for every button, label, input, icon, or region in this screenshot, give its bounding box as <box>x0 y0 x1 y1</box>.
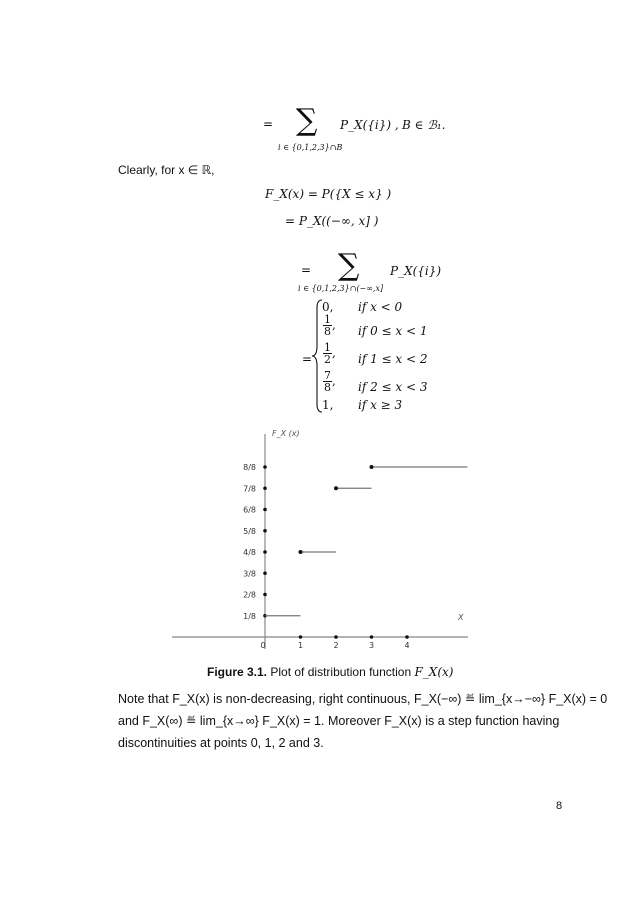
x-tick-label: 3 <box>368 641 375 650</box>
step-point <box>370 465 374 469</box>
y-tick-dot <box>263 508 267 512</box>
step-point <box>299 550 303 554</box>
y-tick-label: 8/8 <box>243 463 256 472</box>
sigma-symbol-2: ∑ <box>338 248 360 283</box>
sigma-symbol: ∑ <box>296 103 318 138</box>
y-tick-label: 2/8 <box>243 590 256 600</box>
piecewise-case-3: $\frac{1}{2}$ , <box>324 341 336 366</box>
figure-caption <box>207 665 453 679</box>
x-tick-label: 0 <box>260 641 266 650</box>
piecewise-case-4: $\frac{7}{8}$ , <box>324 369 336 394</box>
x-tick-dot <box>370 635 374 639</box>
x-tick-label: 4 <box>404 641 410 650</box>
y-tick-label: 3/8 <box>243 569 256 579</box>
page-number: 8 <box>556 800 563 812</box>
piecewise-cond-5: if x ≥ 3 <box>358 398 403 412</box>
step-point <box>334 486 338 490</box>
paragraph-line-1: Note that F_X(x) is non-decreasing, right continuous, F_X(−∞) ≝ lim_{x→−∞} F_X(x) = 0 <box>118 692 608 706</box>
paragraph-line-3: discontinuities at points 0, 1, 2 and 3. <box>118 736 324 750</box>
y-tick-label: 1/8 <box>243 611 256 621</box>
y-tick-dot <box>263 571 267 575</box>
x-tick-label: 1 <box>297 641 304 650</box>
y-axis-label: F_X (x) <box>272 429 300 438</box>
equals-sign-3: = <box>302 352 313 366</box>
piecewise-case-5: 1, <box>322 398 334 412</box>
equals-sign-2: = <box>301 263 312 277</box>
y-tick-dot <box>263 529 267 533</box>
fraction: $\frac{1}{2}$ <box>324 341 331 366</box>
cdf-definition: F_X(x) = P({X ≤ x} ) <box>265 187 392 201</box>
x-tick-dot <box>299 635 303 639</box>
y-tick-label: 7/8 <box>243 484 256 494</box>
sum-subscript: i ∈ {0,1,2,3}∩B <box>278 143 343 152</box>
x-tick-dot <box>405 635 409 639</box>
figure-label: Figure 3.1. <box>207 665 268 679</box>
fraction: $\frac{1}{8}$ <box>324 313 331 338</box>
paragraph-line-2: and F_X(∞) ≝ lim_{x→∞} F_X(x) = 1. Moreover F_X(x) is a step function having <box>118 714 560 728</box>
y-tick-dot <box>263 465 267 469</box>
fraction: $\frac{7}{8}$ <box>324 369 331 394</box>
y-tick-dot <box>263 550 267 554</box>
sum-term-2: P_X({i}) <box>390 264 442 278</box>
cdf-step-chart <box>160 420 480 660</box>
piecewise-cond-4: if 2 ≤ x < 3 <box>358 380 428 394</box>
clearly-text: Clearly, for x ∈ ℝ, <box>118 163 215 177</box>
y-tick-dot <box>263 486 267 490</box>
y-tick-label: 6/8 <box>243 505 256 515</box>
caption-text: Plot of distribution function <box>270 665 412 679</box>
piecewise-cond-1: if x < 0 <box>358 300 403 314</box>
piecewise-cond-3: if 1 ≤ x < 2 <box>358 352 428 366</box>
x-axis-label: X <box>458 613 464 622</box>
cdf-line-2: = P_X((−∞, x] ) <box>285 214 379 228</box>
equals-sign: = <box>263 117 274 131</box>
y-tick-label: 5/8 <box>243 526 256 536</box>
sum-equation-1 <box>263 117 273 131</box>
y-tick-label: 4/8 <box>243 548 256 557</box>
sum-subscript-2: i ∈ {0,1,2,3}∩(−∞,x] <box>298 284 384 293</box>
caption-function: F_X(x) <box>414 665 454 679</box>
piecewise-case-1: 0, <box>322 300 334 314</box>
sum-term: P_X({i}) , <box>340 118 399 132</box>
x-tick-dot <box>334 635 338 639</box>
x-tick-label: 2 <box>333 641 339 650</box>
sum-condition: B ∈ ℬ₁. <box>402 118 446 132</box>
left-brace <box>310 298 324 414</box>
piecewise-cond-2: if 0 ≤ x < 1 <box>358 324 428 338</box>
y-tick-dot <box>263 593 267 597</box>
piecewise-case-2: $\frac{1}{8}$ , <box>324 313 336 338</box>
